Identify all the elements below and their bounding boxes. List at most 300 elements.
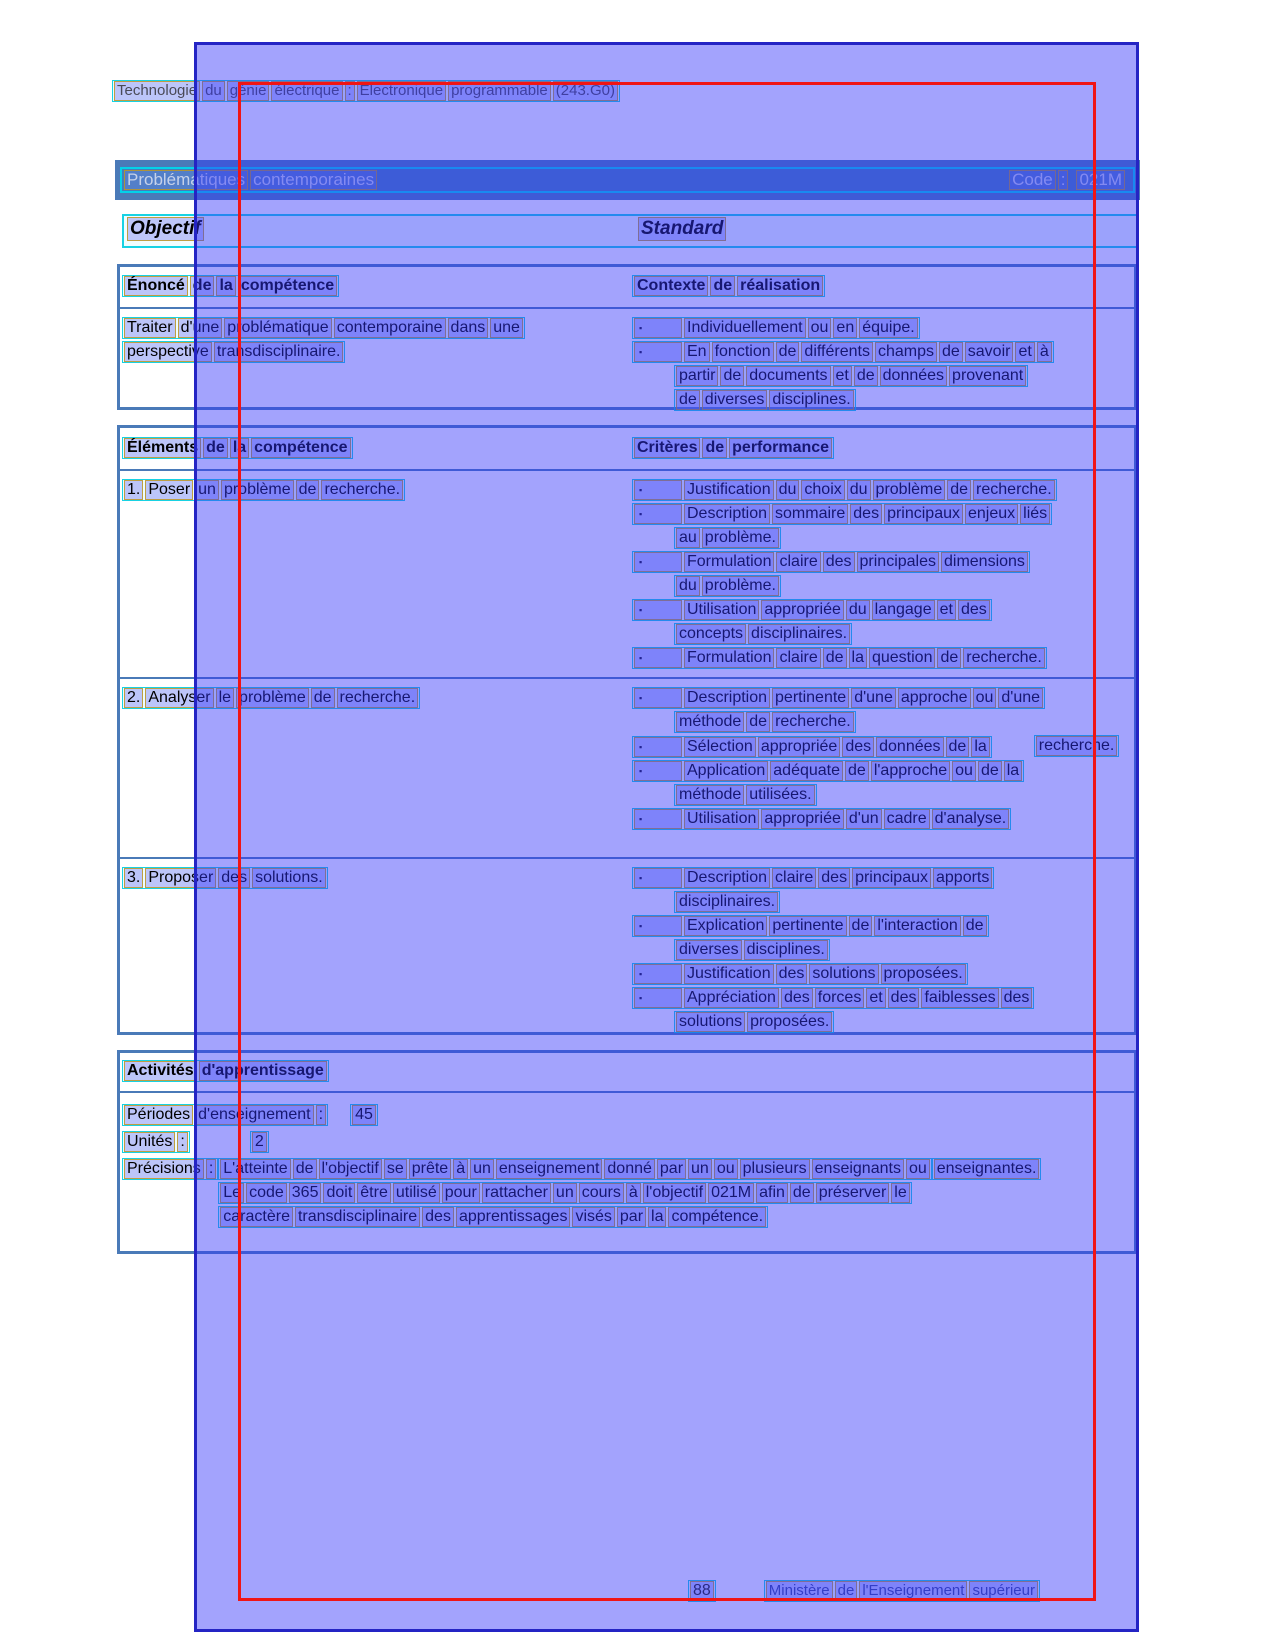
word-box: Description xyxy=(684,868,770,888)
word-box: d'une xyxy=(851,688,896,708)
ministry-name xyxy=(764,1580,1040,1602)
word-box: de xyxy=(845,761,869,781)
word-box: Explication xyxy=(684,916,767,936)
word-box: En xyxy=(684,342,710,362)
standard-heading xyxy=(637,217,727,241)
word-box: du xyxy=(676,576,700,596)
word-box: d'une xyxy=(998,688,1043,708)
word-box: Unités xyxy=(124,1132,175,1152)
word-box: d'analyse. xyxy=(932,809,1010,829)
word-box: Technologie xyxy=(114,81,200,101)
word-box: et xyxy=(866,988,885,1008)
word-box: Utilisation xyxy=(684,809,759,829)
table-header-row xyxy=(120,267,1134,309)
word-box: sommaire xyxy=(772,504,848,524)
line-box xyxy=(632,760,1024,782)
word-box: de xyxy=(790,1183,814,1203)
word-box: prête xyxy=(409,1159,451,1179)
word-box: un xyxy=(688,1159,712,1179)
periodes-row xyxy=(122,1104,1134,1128)
word-box: Le xyxy=(220,1183,244,1203)
line-box xyxy=(632,503,1052,525)
word-box: performance xyxy=(729,438,832,458)
line-box xyxy=(674,711,856,733)
word-box: Critères xyxy=(634,438,700,458)
word-box: disciplinaires. xyxy=(748,624,850,644)
word-box: recherche. xyxy=(1036,736,1118,756)
line-box xyxy=(674,389,856,411)
word-box: Contexte xyxy=(634,276,708,296)
word-box: le xyxy=(216,688,234,708)
precisions-label-column xyxy=(122,1158,218,1230)
page-footer xyxy=(688,1580,1040,1604)
bullet-icon: ▪ xyxy=(634,504,682,524)
word-box: du xyxy=(202,81,225,101)
unites-row xyxy=(122,1131,1134,1155)
col-header-elements xyxy=(122,437,353,459)
line-box xyxy=(218,1206,768,1228)
word-box: un xyxy=(553,1183,577,1203)
word-box: : xyxy=(1058,170,1069,190)
word-box: doit xyxy=(323,1183,355,1203)
word-box: données xyxy=(876,737,943,757)
criteres-list-cell xyxy=(632,471,1134,677)
word-box: Ministère xyxy=(766,1581,833,1601)
word-box: 3. xyxy=(124,868,143,888)
code-group xyxy=(1008,170,1126,190)
word-box: d'apprentissage xyxy=(199,1061,327,1081)
word-box: la xyxy=(216,276,235,296)
word-box: de xyxy=(720,366,744,386)
word-box: appropriée xyxy=(761,600,844,620)
header-cell xyxy=(120,1060,632,1084)
word-box: 021M xyxy=(708,1183,754,1203)
word-box: Sélection xyxy=(684,737,756,757)
table-row xyxy=(120,471,1134,677)
word-box: de xyxy=(963,916,987,936)
word-box: 88 xyxy=(690,1581,714,1601)
word-box: à xyxy=(1037,342,1052,362)
word-box: pour xyxy=(442,1183,480,1203)
word-box: rattacher xyxy=(482,1183,551,1203)
word-box: principales xyxy=(857,552,939,572)
word-box: de xyxy=(835,1581,858,1601)
word-box: des xyxy=(781,988,813,1008)
word-box: par xyxy=(617,1207,646,1227)
word-box: de xyxy=(190,276,215,296)
word-box: recherche. xyxy=(321,480,403,500)
word-box: méthode xyxy=(676,712,744,732)
word-box: concepts xyxy=(676,624,746,644)
word-box: l'Enseignement xyxy=(859,1581,967,1601)
word-box: de xyxy=(296,480,320,500)
word-box: : xyxy=(206,1159,216,1179)
word-box: de xyxy=(823,648,847,668)
word-box: (243.G0) xyxy=(553,81,618,101)
line-box xyxy=(122,479,405,501)
word-box: claire xyxy=(772,868,816,888)
word-box: 2. xyxy=(124,688,143,708)
word-box: Utilisation xyxy=(684,600,759,620)
word-box: un xyxy=(470,1159,494,1179)
word-box: solutions. xyxy=(252,868,326,888)
word-box: Objectif xyxy=(127,217,204,241)
word-box: appropriée xyxy=(758,737,841,757)
word-box: des xyxy=(958,600,990,620)
col-header-contexte xyxy=(632,275,825,297)
word-box: et xyxy=(937,600,956,620)
word-box: par xyxy=(657,1159,686,1179)
word-box: de xyxy=(854,366,878,386)
header-cell xyxy=(120,275,632,299)
word-box: du xyxy=(776,480,800,500)
word-box: le xyxy=(891,1183,909,1203)
code-label xyxy=(1008,170,1069,190)
word-box: disciplines. xyxy=(769,390,853,410)
word-box: enseignement xyxy=(496,1159,603,1179)
line-box xyxy=(632,551,1030,573)
word-box: Énoncé xyxy=(124,276,188,296)
word-box: de xyxy=(676,390,700,410)
line-box xyxy=(218,1158,931,1180)
word-box: Application xyxy=(684,761,768,781)
word-box: données xyxy=(880,366,947,386)
word-box: Électronique xyxy=(357,81,446,101)
word-box: liés xyxy=(1020,504,1050,524)
word-box: de xyxy=(946,737,970,757)
word-box: choix xyxy=(801,480,844,500)
line-box xyxy=(632,915,989,937)
header-cell xyxy=(120,437,632,461)
word-box: problème xyxy=(221,480,294,500)
word-box: 1. xyxy=(124,480,143,500)
word-box: proposées. xyxy=(747,1012,832,1032)
line-box xyxy=(122,687,420,709)
periodes-label xyxy=(122,1104,328,1126)
word-box: équipe. xyxy=(859,318,918,338)
word-box: L'atteinte xyxy=(220,1159,290,1179)
word-box: contemporaines xyxy=(250,170,377,190)
word-box: 45 xyxy=(352,1105,376,1125)
word-box: recherche. xyxy=(973,480,1055,500)
line-box xyxy=(122,317,525,339)
unites-label xyxy=(122,1131,190,1153)
word-box: contemporaine xyxy=(334,318,446,338)
enonce-text-cell xyxy=(120,309,632,417)
word-box: des xyxy=(823,552,855,572)
word-box: Traiter xyxy=(124,318,176,338)
bullet-icon: ▪ xyxy=(634,688,682,708)
word-box: problème xyxy=(236,688,309,708)
table-header-row xyxy=(120,1053,1134,1093)
activites-header xyxy=(122,1060,329,1082)
word-box: 365 xyxy=(289,1183,322,1203)
word-box: des xyxy=(1001,988,1033,1008)
precisions-row xyxy=(122,1158,1134,1230)
word-box: faiblesses xyxy=(921,988,998,1008)
word-box: électrique xyxy=(271,81,342,101)
word-box: : xyxy=(177,1132,187,1152)
word-box: dimensions xyxy=(941,552,1028,572)
word-box: recherche. xyxy=(772,712,854,732)
word-box: génie xyxy=(227,81,270,101)
word-box: question xyxy=(869,648,936,668)
word-box: supérieur xyxy=(969,1581,1038,1601)
word-box: ou xyxy=(714,1159,738,1179)
word-box: savoir xyxy=(965,342,1014,362)
line-box xyxy=(632,317,920,339)
objectif-heading xyxy=(126,217,205,241)
word-box: une xyxy=(490,318,523,338)
word-box: d'enseignement xyxy=(195,1105,313,1125)
word-box: Justification xyxy=(684,480,774,500)
word-box: fonction xyxy=(712,342,774,362)
word-box: Éléments xyxy=(124,438,201,458)
word-box: Proposer xyxy=(145,868,216,888)
word-box: plusieurs xyxy=(740,1159,810,1179)
word-box: utilisé xyxy=(393,1183,440,1203)
word-box: l'objectif xyxy=(643,1183,706,1203)
word-box: différents xyxy=(801,342,873,362)
criteres-list-cell xyxy=(632,859,1134,1038)
word-box: de xyxy=(311,688,335,708)
bullet-icon: ▪ xyxy=(634,809,682,829)
word-box: en xyxy=(833,318,857,338)
bullet-icon: ▪ xyxy=(634,600,682,620)
line-box xyxy=(122,341,345,363)
word-box: forces xyxy=(815,988,865,1008)
word-box: 2 xyxy=(252,1132,267,1152)
word-box: du xyxy=(847,480,871,500)
word-box: approche xyxy=(898,688,971,708)
word-box: de xyxy=(710,276,735,296)
word-box: Standard xyxy=(638,217,726,241)
line-box xyxy=(674,575,781,597)
line-box xyxy=(674,891,780,913)
word-box: documents xyxy=(746,366,830,386)
word-box: des xyxy=(422,1207,454,1227)
word-box: la xyxy=(849,648,867,668)
word-box: provenant xyxy=(949,366,1026,386)
word-box: perspective xyxy=(124,342,212,362)
bullet-icon: ▪ xyxy=(634,342,682,362)
word-box: solutions xyxy=(809,964,878,984)
word-box: ou xyxy=(952,761,976,781)
word-box: enseignants xyxy=(812,1159,904,1179)
word-box: recherche. xyxy=(963,648,1045,668)
word-box: à xyxy=(626,1183,641,1203)
word-box: cadre xyxy=(884,809,930,829)
word-box: Problématiques xyxy=(124,170,248,190)
word-box: problème. xyxy=(702,528,779,548)
word-box: Précisions xyxy=(124,1159,204,1179)
word-box: disciplinaires. xyxy=(676,892,778,912)
word-box: des xyxy=(218,868,250,888)
header-cell xyxy=(632,437,1134,461)
title-bar xyxy=(115,160,1140,200)
element-text-cell xyxy=(120,679,632,857)
word-box: compétence. xyxy=(668,1207,766,1227)
bullet-icon: ▪ xyxy=(634,761,682,781)
word-box: ou xyxy=(973,688,997,708)
word-box: donné xyxy=(604,1159,655,1179)
word-box: être xyxy=(357,1183,391,1203)
line-box xyxy=(932,1158,1042,1180)
word-box: 021M xyxy=(1076,170,1125,190)
line-box xyxy=(674,365,1028,387)
word-box: des xyxy=(776,964,808,984)
word-box: cours xyxy=(579,1183,624,1203)
line-box xyxy=(674,939,830,961)
line-box xyxy=(218,1182,911,1204)
word-box: des xyxy=(850,504,882,524)
word-box: l'interaction xyxy=(874,916,960,936)
word-box: la xyxy=(971,737,989,757)
word-box: la xyxy=(648,1207,666,1227)
word-box: Formulation xyxy=(684,552,774,572)
word-box: et xyxy=(1015,342,1034,362)
word-box: champs xyxy=(875,342,937,362)
page-title xyxy=(123,170,378,190)
word-box: diverses xyxy=(676,940,742,960)
word-box: de xyxy=(776,342,800,362)
word-box: réalisation xyxy=(737,276,823,296)
word-box: pertinente xyxy=(772,688,849,708)
line-box xyxy=(632,687,1045,709)
bullet-icon: ▪ xyxy=(634,552,682,572)
element-text-cell xyxy=(120,471,632,677)
element-text-cell xyxy=(120,859,632,1038)
word-box: Poser xyxy=(145,480,193,500)
word-box: Justification xyxy=(684,964,774,984)
word-box: de xyxy=(947,480,971,500)
word-box: solutions xyxy=(676,1012,745,1032)
bullet-icon: ▪ xyxy=(634,988,682,1008)
word-box: apports xyxy=(933,868,992,888)
line-box xyxy=(632,341,1054,363)
activites-table xyxy=(117,1050,1137,1254)
criteres-list-cell xyxy=(632,679,1134,857)
bullet-icon: ▪ xyxy=(634,480,682,500)
word-box: ou xyxy=(808,318,832,338)
line-box xyxy=(674,623,852,645)
enonce-contexte-table xyxy=(117,264,1137,410)
word-box: langage xyxy=(872,600,935,620)
word-box: Appréciation xyxy=(684,988,779,1008)
bullet-icon: ▪ xyxy=(634,916,682,936)
word-box: du xyxy=(846,600,870,620)
word-box: claire xyxy=(776,552,820,572)
word-box: de xyxy=(293,1159,317,1179)
unites-value xyxy=(250,1131,269,1153)
word-box: un xyxy=(195,480,219,500)
word-box: la xyxy=(1004,761,1022,781)
word-box: Périodes xyxy=(124,1105,193,1125)
header-cell xyxy=(632,275,1134,299)
word-box: visés xyxy=(572,1207,614,1227)
word-box: afin xyxy=(756,1183,788,1203)
word-box: la xyxy=(230,438,249,458)
word-box: ou xyxy=(906,1159,930,1179)
word-box: claire xyxy=(776,648,820,668)
word-box: des xyxy=(888,988,920,1008)
word-box: principaux xyxy=(884,504,963,524)
col-header-criteres xyxy=(632,437,834,459)
word-box: code xyxy=(246,1183,287,1203)
line-box xyxy=(122,867,328,889)
table-row xyxy=(120,677,1134,857)
bullet-icon: ▪ xyxy=(634,737,682,757)
line-box xyxy=(674,1011,834,1033)
activites-body xyxy=(120,1093,1134,1230)
word-box: compétence xyxy=(238,276,337,296)
word-box: de xyxy=(203,438,228,458)
line-box xyxy=(632,987,1034,1009)
word-box: transdisciplinaire xyxy=(295,1207,420,1227)
word-box: diverses xyxy=(702,390,768,410)
word-box: caractère xyxy=(220,1207,293,1227)
word-box: problème. xyxy=(702,576,779,596)
bullet-icon: ▪ xyxy=(634,868,682,888)
table-header-row xyxy=(120,428,1134,471)
word-box: de xyxy=(939,342,963,362)
line-box xyxy=(674,527,781,549)
word-box: de xyxy=(849,916,873,936)
word-box: et xyxy=(833,366,852,386)
word-box: de xyxy=(702,438,727,458)
elements-criteres-table xyxy=(117,425,1137,1035)
word-box: préserver xyxy=(816,1183,890,1203)
word-box: compétence xyxy=(251,438,350,458)
word-box: Formulation xyxy=(684,648,774,668)
bullet-icon: ▪ xyxy=(634,964,682,984)
word-box: des xyxy=(842,737,874,757)
page-number xyxy=(688,1580,716,1602)
word-box: enjeux xyxy=(965,504,1018,524)
col-header-enonce xyxy=(122,275,339,297)
word-box: appropriée xyxy=(761,809,844,829)
word-box: au xyxy=(676,528,700,548)
word-box: d'un xyxy=(846,809,882,829)
word-box: apprentissages xyxy=(456,1207,571,1227)
word-box: utilisées. xyxy=(746,785,814,805)
periodes-value xyxy=(350,1104,378,1126)
word-box: pertinente xyxy=(769,916,846,936)
word-box: Individuellement xyxy=(684,318,806,338)
word-box: : xyxy=(316,1105,326,1125)
word-box: Description xyxy=(684,504,770,524)
word-box: se xyxy=(384,1159,407,1179)
word-box: dans xyxy=(448,318,489,338)
word-box: programmable xyxy=(448,81,551,101)
word-box: à xyxy=(453,1159,468,1179)
word-box: des xyxy=(818,868,850,888)
line-box xyxy=(632,808,1011,830)
line-box xyxy=(1034,735,1120,757)
word-box: de xyxy=(746,712,770,732)
word-box: problématique xyxy=(224,318,331,338)
word-box: Activités xyxy=(124,1061,197,1081)
code-value xyxy=(1075,170,1126,190)
word-box: adéquate xyxy=(770,761,843,781)
word-box: transdisciplinaire. xyxy=(214,342,344,362)
word-box: : xyxy=(345,81,355,101)
table-row xyxy=(120,309,1134,417)
word-box: l'objectif xyxy=(319,1159,382,1179)
word-box: partir xyxy=(676,366,718,386)
course-header-line xyxy=(112,80,620,102)
word-box: principaux xyxy=(852,868,931,888)
